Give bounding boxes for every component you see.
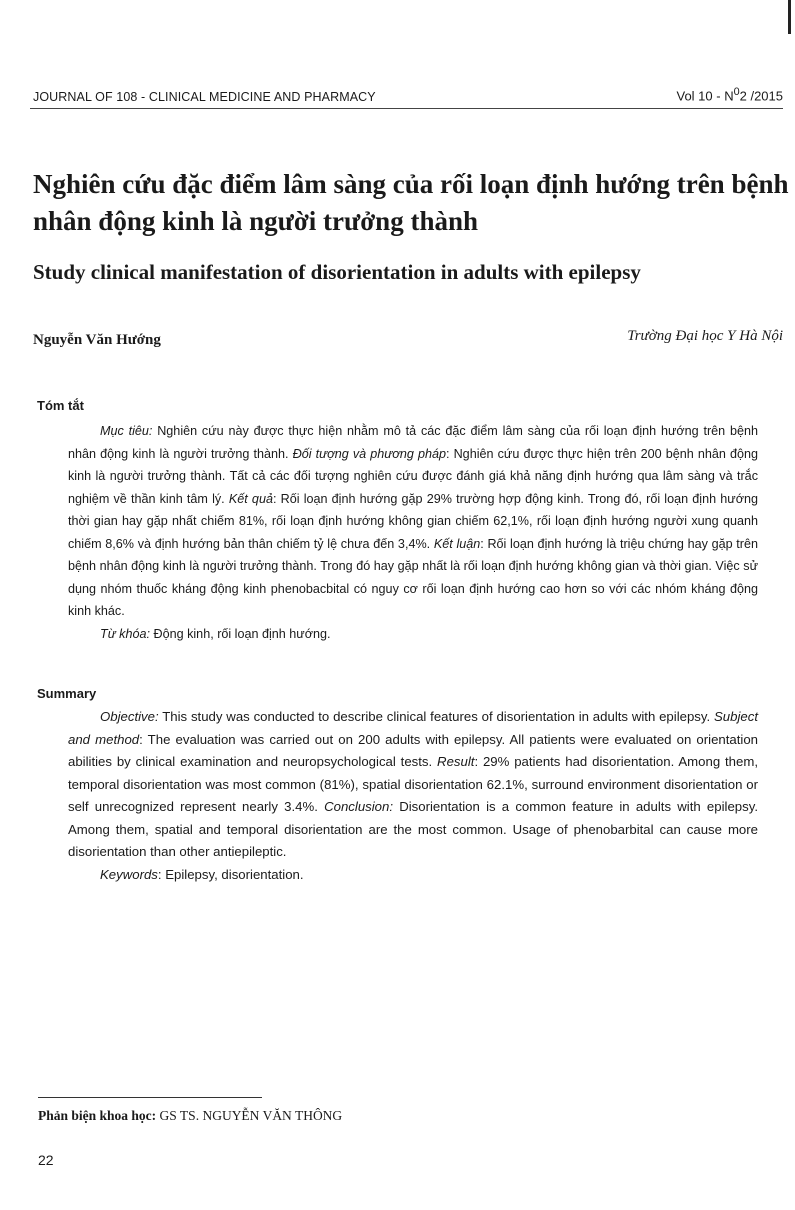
author-name: Nguyễn Văn Hướng [33,332,161,348]
author-affiliation: Trường Đại học Y Hà Nội [627,328,783,344]
abstract-vietnamese [68,420,758,645]
label-method: Đối tượng và phương pháp [292,446,446,461]
reviewer-label: Phản biện khoa học: [38,1108,157,1123]
method-text: : The evaluation was carried out on 200 adults with epilepsy. All patients were evaluated on orientation abilities by clinical examination and neuropsychological tests. [68,731,759,769]
label-result: Kết quả [228,491,273,506]
volume-issue [677,86,784,103]
method-text: : Nghiên cứu được thực hiện trên 200 bệnh nhân động kinh là người trưởng thành. Tất cả các đối tượng nghiên cứu được đánh giá khả năng định hướng qua lâm sàng và trắc nghiệm về thần kinh tâm lý. [68,446,758,506]
keywords-text: Động kinh, rối loạn định hướng. [149,626,331,641]
conclusion-text: : Rối loạn định hướng là triệu chứng hay gặp trên bệnh nhân động kinh là người trưởng thành. Trong đó hay gặp nhất là rối loạn định hướng không gian và thời gian. Việc sử dụng nhóm thuốc kháng động kinh phenobacbital có nguy cơ rối loạn định hướng cao hơn so với các nhóm kháng động kinh khác. [68,536,759,618]
label-result: Result [437,754,475,769]
label-method: Subject and method [68,709,758,747]
keywords-label: Keywords [100,866,158,882]
result-text: : Rối loạn định hướng gặp 29% trường hợp động kinh. Trong đó, rối loạn định hướng thời gian hay gặp nhất chiếm 81%, rối loạn định hướng không gian chiếm 62,1%, rối loạn định hướng người xung quanh chiếm 8,6% và định hướng bản thân chiếm tỷ lệ chưa đến 3,4%. [68,491,758,551]
header-divider [30,108,783,109]
journal-name: JOURNAL OF 108 - CLINICAL MEDICINE AND PHARMACY [33,90,376,104]
abstract-paragraph [68,706,758,864]
article-title-vietnamese: Nghiên cứu đặc điểm lâm sàng của rối loạn định hướng trên bệnh nhân động kinh là người trưởng thành [33,169,789,236]
volume-prefix: Vol 10 - N [676,88,734,104]
abstract-heading-vietnamese: Tóm tắt [37,398,84,413]
label-objective: Objective: [100,709,159,724]
keywords-text: : Epilepsy, disorientation. [157,866,304,882]
abstract-heading-english: Summary [37,686,97,701]
number-superscript: 0 [733,86,740,98]
objective-text: This study was conducted to describe clinical features of disorientation in adults with epilepsy. [158,709,714,724]
volume-suffix: 2 /2015 [739,88,783,104]
footnote-divider [38,1097,262,1098]
label-objective: Mục tiêu: [100,424,153,438]
label-conclusion: Conclusion: [324,799,394,814]
keywords-label: Từ khóa: [100,626,150,641]
result-text: : 29% patients had disorientation. Among them, temporal disorientation was most common (81%), spatial disorientation 62.1%, surround environment disorientation or self unrecognized represent nearly 3.4%. [68,754,758,814]
reviewer-name: GS TS. NGUYỄN VĂN THÔNG [156,1108,343,1123]
abstract-english [68,706,758,886]
article-title-english: Study clinical manifestation of disorientation in adults with epilepsy [33,260,641,284]
label-conclusion: Kết luận [433,536,481,551]
conclusion-text: Disorientation is a common feature in adults with epilepsy. Among them, spatial and temporal disorientation are the most common. Usage of phenobarbital can cause more disorientation than other antiepileptic. [68,799,758,859]
objective-text: Nghiên cứu này được thực hiện nhằm mô tả các đặc điểm lâm sàng của rối loạn định hướng trên bệnh nhân động kinh là người trưởng thành. [68,424,758,461]
page-number: 22 [38,1152,54,1168]
keywords-line [68,864,758,887]
scan-margin-mark [788,0,791,34]
keywords-line [68,623,758,646]
abstract-paragraph [68,420,758,623]
reviewer-footnote [38,1108,342,1124]
